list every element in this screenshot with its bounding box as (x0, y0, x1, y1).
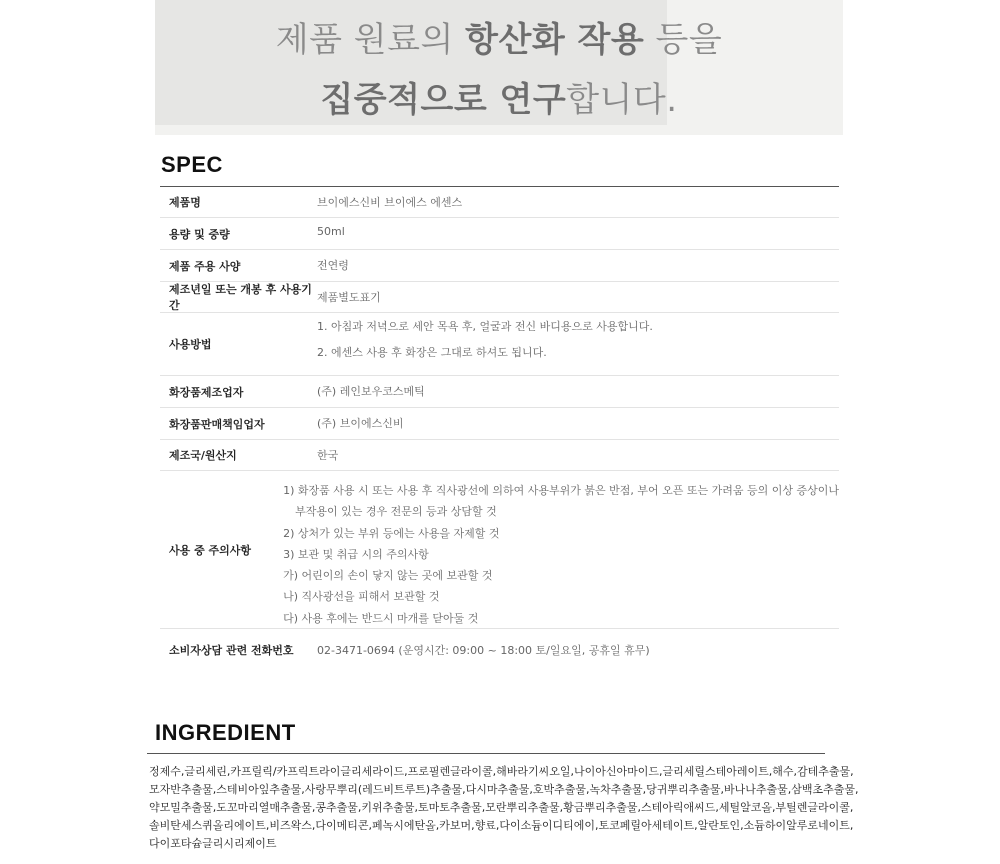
spec-value: 브이에스신비 브이에스 에센스 (317, 196, 463, 209)
spec-row-target (160, 250, 839, 282)
spec-label: 화장품제조업자 (169, 385, 244, 399)
spec-value: (주) 레인보우코스메틱 (317, 385, 425, 398)
spec-row-product-name (160, 187, 839, 218)
ingredient-divider (147, 753, 825, 754)
spec-value: 1. 아침과 저녁으로 세안 목욕 후, 얼굴과 전신 바디용으로 사용합니다. 2. 에센스 사용 후 화장은 그대로 하셔도 됩니다. (317, 320, 653, 359)
spec-label: 제품명 (169, 196, 201, 209)
spec-row-seller (160, 408, 839, 440)
spec-label: 소비자상담 관련 전화번호 (169, 644, 294, 657)
spec-value: 한국 (317, 449, 339, 462)
spec-row-contact (160, 629, 839, 671)
ingredient-line: 약모밀추출물,도꼬마리열매추출물,콩추출물,키위추출물,토마토추출물,모란뿌리추출물,황금뿌리추출물,스테아릭애씨드,세틸알코올,부틸렌글라이콜, (149, 801, 854, 814)
spec-row-origin (160, 440, 839, 471)
hero-headline-line-1: 제품 원료의 항산화 작용 등을 (275, 20, 723, 60)
ingredient-line: 모자반추출물,스테비아잎추출물,사랑무뿌리(레드비트루트)추출물,다시마추출물,호박추출물,녹차추출물,당귀뿌리추출물,바나나추출물,삼백초추출물, (149, 783, 859, 796)
spec-row-manufacturer (160, 376, 839, 408)
spec-value: 1) 화장품 사용 시 또는 사용 후 직사광선에 의하여 사용부위가 붉은 반점, 부어 오픈 또는 가려움 등의 이상 증상이나 부작용이 있는 경우 전문의 등과 상담할 것 2) 상처가 있는 부위 등에는 사용을 자제할 것 3) 보관 및 취급 시의 주의사항 가) 어린이의 손이 닿지 않는 곳에 보관할 것 나) 직사광선을 피해서 보관할 것 다) 사용 후에는 반드시 마개를 닫아둘 것 (283, 484, 839, 625)
spec-value: 전연령 (317, 259, 349, 272)
spec-label: 사용방법 (169, 338, 212, 351)
ingredient-line: 정제수,글리세린,카프릴릭/카프릭트라이글리세라이드,프로필렌글라이콜,해바라기씨오일,나이아신아마이드,글리세릴스테아레이트,해수,감테추출물, (149, 765, 854, 778)
spec-label: 제조국/원산지 (169, 449, 237, 462)
spec-label: 제조년일 또는 개봉 후 사용기간 (169, 283, 312, 312)
spec-value: 제품별도표기 (317, 291, 381, 304)
spec-title: SPEC (161, 152, 223, 177)
spec-row-precautions (160, 471, 839, 629)
spec-row-volume (160, 218, 839, 250)
hero-headline-line-2: 집중적으로 연구합니다. (320, 80, 678, 120)
ingredient-title: INGREDIENT (155, 720, 296, 745)
ingredient-line: 다이포타슘글리시리제이트 (149, 837, 277, 850)
spec-row-usage (160, 313, 839, 376)
hero-banner (155, 0, 843, 135)
spec-label: 용량 및 중량 (169, 227, 230, 241)
ingredient-list (149, 763, 859, 853)
spec-table (160, 187, 839, 671)
spec-label: 제품 주용 사양 (169, 259, 241, 273)
spec-label: 사용 중 주의사항 (169, 543, 252, 557)
spec-row-expiry (160, 282, 839, 313)
spec-value: 50ml (317, 225, 345, 238)
ingredient-line: 솔비탄세스퀴올리에이트,비즈왁스,다이메티콘,페녹시에탄올,카보머,향료,다이소듐이디티에이,토코페릴아세테이트,알란토인,소듐하이알루로네이트, (149, 819, 854, 832)
spec-value: (주) 브이에스신비 (317, 417, 404, 430)
spec-value: 02-3471-0694 (운영시간: 09:00 ~ 18:00 토/일요일, 공휴일 휴무) (317, 644, 650, 657)
spec-label: 화장품판매책임업자 (169, 417, 265, 431)
